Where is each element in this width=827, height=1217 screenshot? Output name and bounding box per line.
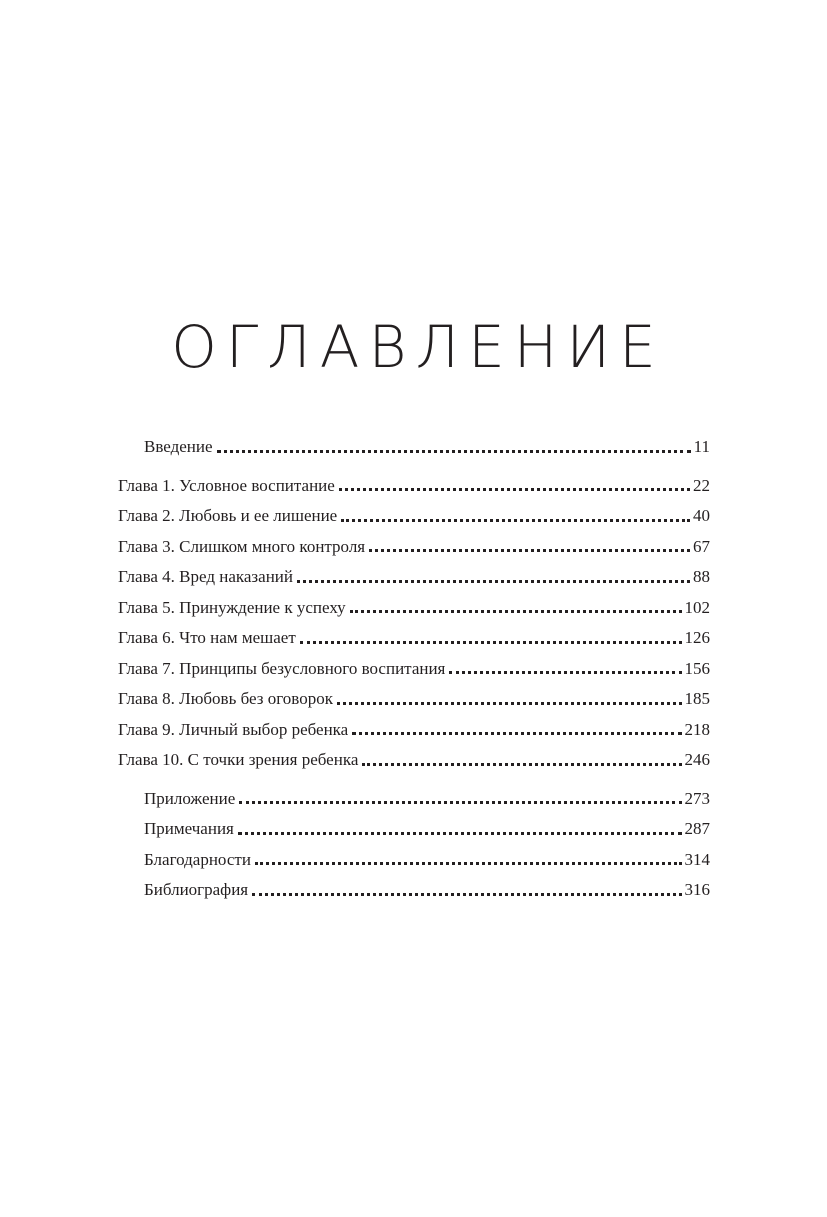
toc-entry-page: 40 (693, 506, 710, 525)
toc-entry-chapter-6[interactable] (118, 623, 710, 654)
spacer (118, 776, 710, 784)
dot-leader (238, 832, 682, 835)
toc-entry-title: Глава 5. Принуждение к успеху (118, 597, 346, 617)
toc-entry-title: Глава 2. Любовь и ее лишение (118, 506, 338, 525)
toc-entry-bibliography[interactable] (118, 875, 710, 906)
toc-entry-title: Глава 6. Что нам мешает (118, 628, 296, 647)
spacer (118, 463, 710, 471)
toc-entry-appendix[interactable] (118, 784, 710, 815)
toc-entry-acknowledgments[interactable] (118, 845, 710, 876)
toc-entry-page: 185 (684, 689, 710, 708)
toc-entry-page: 246 (684, 750, 710, 769)
toc-entry-notes[interactable] (118, 814, 710, 845)
toc-entry-chapter-8[interactable] (118, 684, 710, 715)
toc-entry-page: 314 (684, 849, 710, 869)
toc-entry-title: Введение (144, 437, 213, 456)
toc-entry-page: 11 (693, 437, 710, 456)
toc-entry-title: Глава 3. Слишком много контроля (118, 536, 366, 556)
dot-leader (352, 732, 681, 735)
toc-entry-title: Глава 9. Личный выбор ребенка (118, 719, 349, 739)
page-title: ОГЛАВЛЕНИЕ (171, 312, 665, 381)
dot-leader (362, 763, 681, 766)
dot-leader (339, 488, 690, 491)
toc-entry-page: 102 (684, 597, 710, 617)
toc-entry-title: Благодарности (144, 849, 251, 869)
chapters-list (118, 471, 710, 776)
dot-leader (297, 580, 690, 583)
toc-entry-chapter-9[interactable] (118, 715, 710, 746)
dot-leader (239, 801, 681, 804)
toc-entry-page: 316 (684, 880, 710, 899)
toc-entry-chapter-4[interactable] (118, 562, 710, 593)
dot-leader (369, 549, 690, 552)
toc-entry-page: 156 (684, 658, 710, 678)
toc-entry-page: 218 (684, 719, 710, 739)
toc-entry-chapter-3[interactable] (118, 532, 710, 563)
dot-leader (300, 641, 682, 644)
toc-entry-title: Глава 4. Вред наказаний (118, 567, 293, 586)
toc-entry-page: 287 (684, 819, 710, 838)
dot-leader (252, 893, 681, 896)
front-matter-list (118, 432, 710, 463)
toc-entry-chapter-7[interactable] (118, 654, 710, 685)
toc-entry-title: Приложение (144, 788, 236, 808)
toc-entry-page: 273 (684, 788, 710, 808)
dot-leader (341, 519, 690, 522)
toc-entry-title: Глава 10. С точки зрения ребенка (118, 750, 359, 769)
toc-entry-chapter-1[interactable] (118, 471, 710, 502)
dot-leader (449, 671, 681, 674)
toc-entry-chapter-2[interactable] (118, 501, 710, 532)
dot-leader (350, 610, 682, 613)
dot-leader (337, 702, 682, 705)
toc-entry-chapter-10[interactable] (118, 745, 710, 776)
toc-entry-title: Глава 1. Условное воспитание (118, 475, 335, 495)
toc-entry-page: 126 (684, 628, 710, 647)
table-of-contents (118, 432, 710, 906)
toc-entry-page: 67 (693, 536, 710, 556)
toc-entry-page: 22 (693, 475, 710, 495)
dot-leader (217, 450, 691, 453)
back-matter-list (118, 784, 710, 906)
toc-entry-chapter-5[interactable] (118, 593, 710, 624)
dot-leader (255, 862, 682, 865)
toc-entry-title: Глава 7. Принципы безусловного воспитания (118, 658, 446, 678)
toc-entry-introduction[interactable] (118, 432, 710, 463)
toc-entry-title: Глава 8. Любовь без оговорок (118, 689, 333, 708)
toc-entry-title: Примечания (144, 819, 234, 838)
toc-entry-page: 88 (693, 567, 710, 586)
toc-entry-title: Библиография (144, 880, 249, 899)
